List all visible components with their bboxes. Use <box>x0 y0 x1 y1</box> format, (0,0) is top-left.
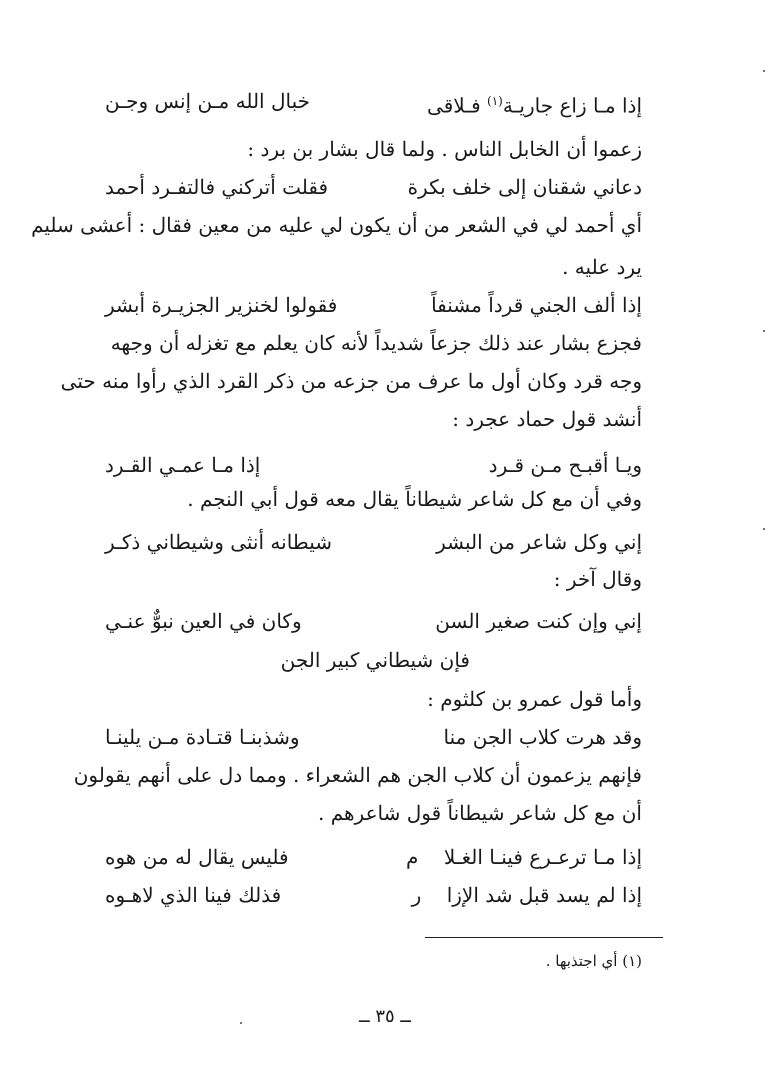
verse-second-hemistich: فليس يقال له من هوه <box>105 845 289 869</box>
verse-first-hemistich: دعاني شقنان إلى خلف بكرة <box>407 175 642 199</box>
verse-first-hemistich: إذا مـا ترعـرع فينـا الغـلا م <box>406 845 642 869</box>
verse-second-hemistich: شيطانه أنثى وشيطاني ذكـر <box>105 530 332 554</box>
footnote: (١) أي اجتذبها . <box>545 952 642 970</box>
prose-line: وفي أن مع كل شاعر شيطاناً يقال معه قول أبي النجم . <box>187 487 642 511</box>
scan-speck <box>763 330 765 332</box>
footnote-separator <box>425 937 663 938</box>
verse-second-hemistich: وكان في العين نبوٌّ عنـي <box>105 609 302 633</box>
prose-line: أنشد قول حماد عجرد : <box>452 407 642 431</box>
verse-first-hemistich: إني وإن كنت صغير السن <box>435 609 642 633</box>
verse-first-hemistich: وقد هرت كلاب الجن منا <box>443 725 642 749</box>
verse-first-hemistich: إذا مـا زاع جاريـة$^{(١)}$ فـلاقى <box>427 93 642 118</box>
scan-speck <box>763 528 765 530</box>
verse-second-hemistich: فقلت أتركني فالتفـرد أحمد <box>105 175 329 199</box>
prose-line: فإنهم يزعمون أن كلاب الجن هم الشعراء . ومما دل على أنهم يقولون <box>73 763 642 787</box>
verse-first-hemistich: ويـا أقبـح مـن قـرد <box>488 453 642 477</box>
verse-first-hemistich: إذا ألف الجني قرداً مشنفاً <box>431 293 642 317</box>
prose-line: زعموا أن الخابل الناس . ولما قال بشار بن برد : <box>247 137 642 161</box>
verse-second-hemistich: فذلك فينا الذي لاهـوه <box>105 883 282 907</box>
prose-line: يرد عليه . <box>562 255 642 279</box>
verse-centered-line: فإن شيطاني كبير الجن <box>280 648 470 672</box>
prose-line: أي أحمد لي في الشعر من أن يكون لي عليه من معين فقال : أعشى سليم <box>31 213 642 237</box>
footnote-reference: (١) <box>487 94 503 108</box>
verse-second-hemistich: وشذبنـا قتـادة مـن يلينـا <box>105 725 300 749</box>
scan-speck <box>763 70 765 72</box>
prose-line: وجه قرد وكان أول ما عرف من جزعه من ذكر القرد الذي رأوا منه حتى <box>60 369 642 393</box>
verse-second-hemistich: فقولوا لخنزير الجزيـرة أبشر <box>105 293 338 317</box>
verse-first-hemistich: إذا لم يسد قبل شد الإزا ر <box>411 883 642 907</box>
verse-first-hemistich: إني وكل شاعر من البشر <box>436 530 642 554</box>
prose-line: وأما قول عمرو بن كلثوم : <box>427 687 642 711</box>
prose-line: فجزع بشار عند ذلك جزعاً شديداً لأنه كان يعلم مع تغزله أن وجهه <box>110 331 642 355</box>
verse-second-hemistich: إذا مـا عمـي القـرد <box>105 453 261 477</box>
prose-line: وقال آخر : <box>553 567 642 591</box>
scan-speck <box>240 1022 242 1024</box>
prose-line: أن مع كل شاعر شيطاناً قول شاعرهم . <box>317 801 642 825</box>
verse-second-hemistich: خبال الله مـن إنس وجـن <box>105 89 310 113</box>
page-number: ــ ٣٥ ــ <box>359 1006 411 1027</box>
